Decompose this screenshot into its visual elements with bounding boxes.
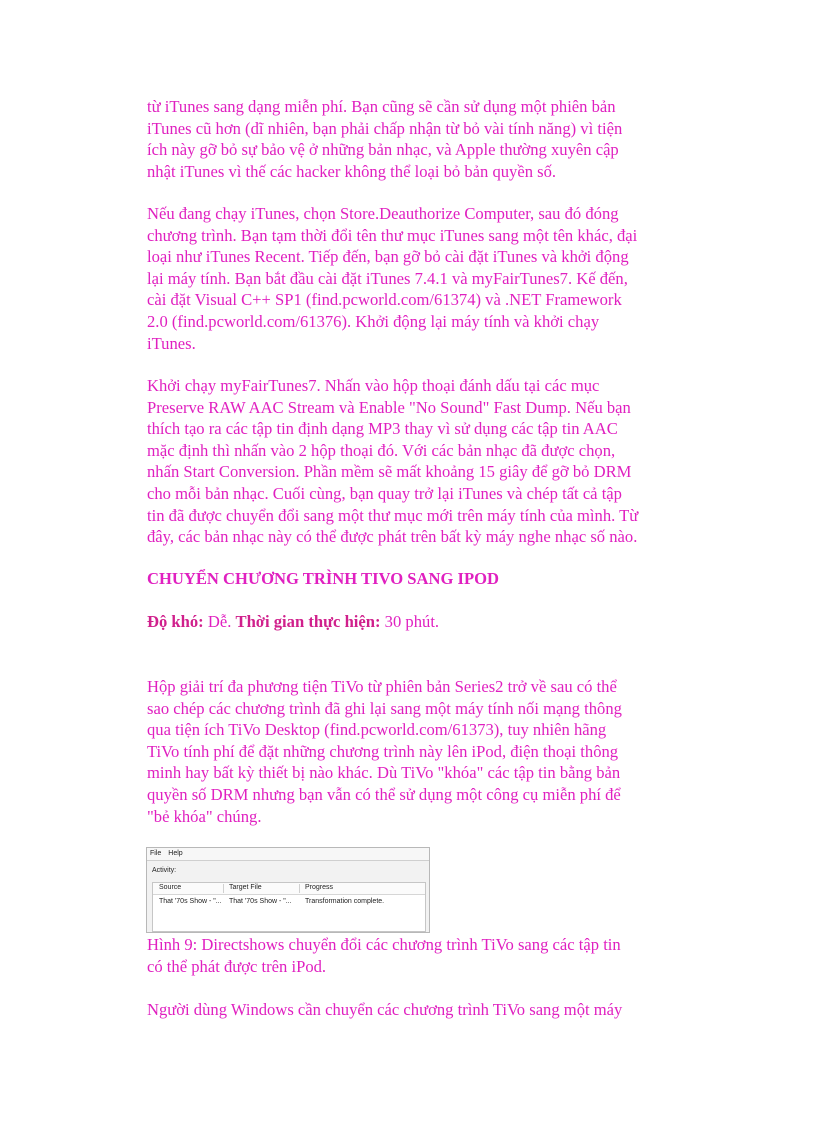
text-line: "bẻ khóa" chúng. — [147, 806, 262, 826]
menu-file: File — [150, 850, 162, 857]
paragraph-myfairtunes — [147, 375, 667, 548]
time-value: 30 phút. — [380, 612, 440, 631]
text-line: mặc định thì nhấn vào 2 hộp thoại đó. Với các bản nhạc đã được chọn, — [147, 440, 616, 460]
difficulty-label: Độ khó: — [147, 612, 204, 631]
text-line: cài đặt Visual C++ SP1 (find.pcworld.com/61374) và .NET Framework — [147, 290, 622, 310]
text-line: ích này gỡ bỏ sự bảo vệ ở những bản nhạc, và Apple thường xuyên cập — [147, 140, 619, 160]
text-line: đây, các bản nhạc này có thể được phát trên bất kỳ máy nghe nhạc số nào. — [147, 527, 638, 547]
text-line: Nếu đang chạy iTunes, chọn Store.Deauthorize Computer, sau đó đóng — [147, 204, 619, 223]
text-line: nhật iTunes vì thế các hacker không thể loại bỏ bản quyền số. — [147, 161, 557, 181]
column-source: Source — [159, 884, 182, 891]
difficulty-meta — [147, 611, 439, 633]
paragraph-windows-users — [147, 999, 667, 1021]
text-line: Preserve RAW AAC Stream và Enable "No Sound" Fast Dump. Nếu bạn — [147, 397, 631, 417]
menu-help: Help — [168, 850, 183, 857]
text-line: tin đã được chuyển đổi sang một thư mục mới trên máy tính của mình. Từ — [147, 505, 639, 525]
text-line: iTunes cũ hơn (dĩ nhiên, bạn phải chấp nhận từ bỏ vài tính năng) vì tiện — [147, 118, 623, 138]
paragraph-itunes-drm — [147, 96, 667, 182]
text-line: minh hay bất kỳ thiết bị nào khác. Dù TiVo "khóa" các tập tin bằng bản — [147, 763, 621, 783]
text-line: sao chép các chương trình đã ghi lại sang một máy tính nối mạng thông — [147, 698, 622, 718]
paragraph-itunes-setup — [147, 203, 667, 354]
menu-bar — [147, 848, 429, 861]
row-target: That '70s Show - "... — [229, 898, 292, 905]
text-line: Khởi chạy myFairTunes7. Nhấn vào hộp thoại đánh dấu tại các mục — [147, 376, 600, 395]
text-line: qua tiện ích TiVo Desktop (find.pcworld.com/61373), tuy nhiên hãng — [147, 720, 607, 740]
directshow-screenshot-figure — [146, 847, 430, 933]
time-label: Thời gian thực hiện: — [235, 612, 381, 631]
text-line: 2.0 (find.pcworld.com/61376). Khởi động lại máy tính và khởi chạy — [147, 311, 600, 331]
activity-label: Activity: — [152, 867, 177, 874]
text-line: TiVo tính phí để đặt những chương trình này lên iPod, điện thoại thông — [147, 741, 619, 761]
column-progress: Progress — [305, 884, 334, 891]
text-line: loại như iTunes Recent. Tiếp đến, bạn gỡ bỏ cài đặt iTunes và khởi động — [147, 247, 629, 267]
row-source: That '70s Show - "... — [159, 898, 222, 905]
text-line: thích tạo ra các tập tin định dạng MP3 thay vì sử dụng các tập tin AAC — [147, 419, 618, 439]
activity-table — [152, 882, 426, 932]
text-line: lại máy tính. Bạn bắt đầu cài đặt iTunes 7.4.1 và myFairTunes7. Kế đến, — [147, 268, 628, 288]
text-line: chương trình. Bạn tạm thời đổi tên thư mục iTunes sang một tên khác, đại — [147, 225, 638, 245]
text-line: nhấn Start Conversion. Phần mềm sẽ mất khoảng 15 giây để gỡ bỏ DRM — [147, 462, 632, 482]
column-target: Target File — [229, 884, 262, 891]
text-line: Người dùng Windows cần chuyển các chương trình TiVo sang một máy — [147, 1000, 623, 1019]
text-line: Hình 9: Directshows chuyển đổi các chương trình TiVo sang các tập tin — [147, 935, 621, 954]
column-divider — [223, 884, 224, 893]
text-line: từ iTunes sang dạng miễn phí. Bạn cũng sẽ cần sử dụng một phiên bản — [147, 97, 616, 116]
figure-caption — [147, 934, 667, 977]
text-line: quyền số DRM nhưng bạn vẫn có thể sử dụng một công cụ miễn phí để — [147, 784, 621, 804]
difficulty-value: Dễ. — [203, 612, 236, 631]
section-heading: CHUYỂN CHƯƠNG TRÌNH TIVO SANG IPOD — [147, 569, 500, 588]
text-line: cho mỗi bản nhạc. Cuối cùng, bạn quay trở lại iTunes và chép tất cả tập — [147, 483, 622, 503]
paragraph-tivo — [147, 676, 667, 827]
text-line: Hộp giải trí đa phương tiện TiVo từ phiên bản Series2 trở về sau có thể — [147, 677, 617, 696]
table-header — [153, 883, 425, 895]
text-line: iTunes. — [147, 333, 196, 353]
text-line: có thể phát được trên iPod. — [147, 956, 327, 976]
column-divider — [299, 884, 300, 893]
table-row — [153, 897, 425, 908]
row-progress: Transformation complete. — [305, 898, 385, 905]
